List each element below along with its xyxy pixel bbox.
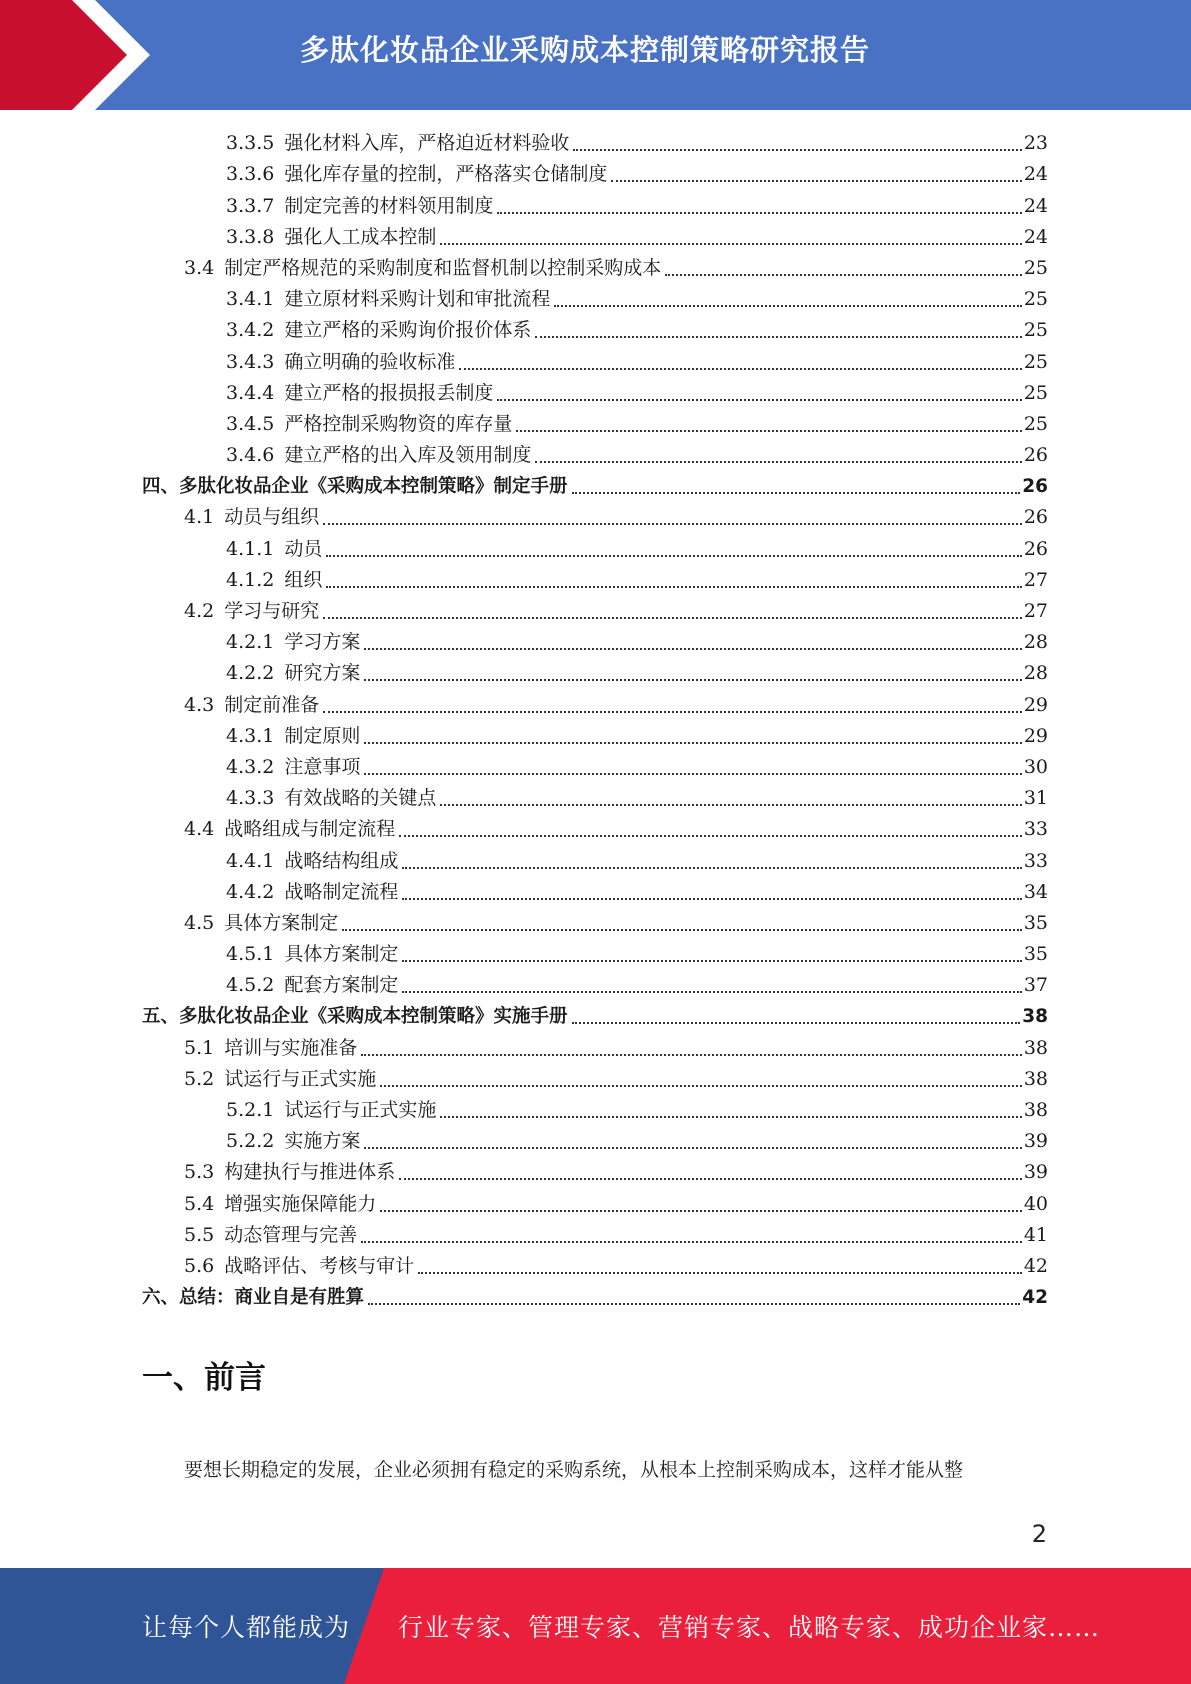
toc-dot-leader [361, 1241, 1022, 1243]
toc-entry[interactable] [142, 284, 1048, 315]
toc-entry-number: 4.4.2 [226, 880, 275, 903]
toc-entry-page: 27 [1023, 600, 1048, 622]
toc-entry[interactable] [142, 908, 1048, 939]
toc-entry-number: 4.5 [184, 911, 215, 934]
toc-entry[interactable] [142, 159, 1048, 190]
toc-dot-leader [554, 305, 1021, 307]
toc-entry-number: 5.2.2 [226, 1130, 275, 1153]
toc-entry-number: 5.2.1 [226, 1099, 275, 1121]
toc-dot-leader [364, 742, 1021, 744]
toc-entry-number: 3.3.7 [226, 194, 275, 217]
report-title: 多肽化妆品企业采购成本控制策略研究报告 [300, 33, 871, 67]
toc-entry-title: 具体方案制定 [284, 943, 399, 966]
toc-entry-page: 38 [1023, 1036, 1048, 1059]
toc-entry-page: 25 [1023, 288, 1048, 311]
toc-entry-title: 组织 [284, 568, 323, 591]
toc-entry-number: 4.2.1 [226, 631, 275, 654]
toc-entry-title: 五、多肽化妆品企业《采购成本控制策略》实施手册 [142, 1006, 568, 1028]
toc-entry-page: 33 [1023, 849, 1048, 872]
toc-entry-title: 动员与组织 [224, 506, 320, 529]
toc-entry-number: 5.3 [184, 1161, 215, 1184]
toc-entry-page: 42 [1023, 1254, 1048, 1277]
toc-entry-page: 42 [1022, 1287, 1048, 1309]
toc-entry-title: 具体方案制定 [224, 911, 339, 934]
toc-dot-leader [440, 243, 1021, 245]
toc-entry-number: 3.4.4 [226, 381, 275, 404]
toc-entry-title: 制定严格规范的采购制度和监督机制以控制采购成本 [224, 256, 662, 279]
toc-entry-page: 38 [1023, 1099, 1048, 1121]
toc-entry-page: 27 [1023, 568, 1048, 591]
toc-entry-number: 4.3.3 [226, 787, 275, 810]
toc-entry-title: 制定前准备 [224, 693, 320, 716]
toc-entry-number: 5.1 [184, 1036, 215, 1059]
toc-dot-leader [665, 274, 1022, 276]
toc-dot-leader [402, 991, 1021, 993]
toc-entry-page: 23 [1023, 132, 1048, 155]
toc-entry-page: 41 [1023, 1223, 1048, 1246]
toc-entry-title: 研究方案 [284, 662, 361, 685]
toc-entry[interactable] [142, 783, 1048, 814]
toc-entry-page: 25 [1023, 319, 1048, 342]
toc-dot-leader [323, 617, 1022, 619]
toc-dot-leader [361, 1054, 1022, 1056]
section-heading: 一、前言 [142, 1360, 266, 1396]
toc-entry-title: 建立严格的出入库及领用制度 [284, 444, 532, 467]
toc-entry[interactable] [142, 565, 1048, 596]
toc-entry[interactable] [142, 1095, 1048, 1126]
toc-entry-title: 战略组成与制定流程 [224, 818, 396, 841]
toc-entry-title: 六、总结：商业自是有胜算 [142, 1287, 365, 1309]
toc-dot-leader [323, 711, 1022, 713]
toc-entry-page: 29 [1023, 724, 1048, 747]
toc-entry-number: 5.2 [184, 1067, 215, 1090]
toc-entry-title: 四、多肽化妆品企业《采购成本控制策略》制定手册 [142, 476, 568, 498]
toc-entry-title: 强化人工成本控制 [284, 225, 437, 248]
toc-entry[interactable] [142, 845, 1048, 876]
toc-dot-leader [497, 212, 1021, 214]
toc-entry-title: 建立严格的报损报丢制度 [284, 381, 494, 404]
toc-entry-page: 25 [1023, 350, 1048, 373]
toc-dot-leader [516, 430, 1021, 432]
toc-entry-title: 学习与研究 [224, 600, 320, 622]
toc-entry[interactable] [142, 471, 1048, 502]
toc-entry[interactable] [142, 658, 1048, 689]
toc-entry-number: 4.3 [184, 693, 215, 716]
toc-entry-title: 建立原材料采购计划和审批流程 [284, 288, 551, 311]
toc-entry-title: 培训与实施准备 [224, 1036, 358, 1059]
toc-dot-leader [440, 804, 1021, 806]
toc-entry-number: 3.3.5 [226, 132, 275, 155]
toc-entry-page: 38 [1022, 1006, 1048, 1028]
toc-entry[interactable] [142, 253, 1048, 284]
toc-entry-page: 38 [1023, 1067, 1048, 1090]
toc-entry-page: 25 [1023, 412, 1048, 435]
toc-entry-title: 构建执行与推进体系 [224, 1161, 396, 1184]
toc-entry-page: 35 [1023, 943, 1048, 966]
toc-dot-leader [380, 1210, 1022, 1212]
toc-entry-page: 26 [1022, 476, 1048, 498]
toc-entry-page: 24 [1023, 194, 1048, 217]
toc-entry[interactable] [142, 533, 1048, 564]
toc-entry-title: 确立明确的验收标准 [284, 350, 456, 373]
toc-entry-title: 战略制定流程 [284, 880, 399, 903]
toc-entry[interactable] [142, 1220, 1048, 1251]
toc-entry-number: 3.4.6 [226, 444, 275, 467]
toc-entry-number: 4.1.1 [226, 537, 275, 560]
toc-entry-number: 3.4.5 [226, 412, 275, 435]
toc-dot-leader [497, 399, 1021, 401]
toc-dot-leader [364, 1147, 1021, 1149]
toc-entry-title: 动员 [284, 537, 323, 560]
toc-dot-leader [402, 960, 1021, 962]
toc-entry[interactable] [142, 128, 1048, 159]
toc-entry[interactable] [142, 378, 1048, 409]
toc-dot-leader [611, 180, 1021, 182]
toc-entry-title: 强化库存量的控制，严格落实仓储制度 [284, 163, 608, 186]
toc-entry-number: 4.1.2 [226, 568, 275, 591]
toc-entry[interactable] [142, 1157, 1048, 1188]
footer-slogan-left: 让每个人都能成为 [142, 1613, 351, 1642]
toc-entry[interactable] [142, 440, 1048, 471]
chevron-arrow-icon [0, 0, 160, 110]
toc-entry-number: 4.2 [184, 600, 215, 622]
toc-dot-leader [326, 555, 1021, 557]
toc-entry[interactable] [142, 409, 1048, 440]
body-paragraph: 要想长期稳定的发展，企业必须拥有稳定的采购系统，从根本上控制采购成本，这样才能从整 [184, 1459, 964, 1481]
toc-entry-page: 28 [1023, 662, 1048, 685]
toc-entry-page: 37 [1023, 974, 1048, 997]
toc-dot-leader [402, 867, 1021, 869]
toc-entry-number: 4.5.1 [226, 943, 275, 966]
toc-entry-page: 35 [1023, 911, 1048, 934]
toc-entry-title: 实施方案 [284, 1130, 361, 1153]
toc-dot-leader [364, 648, 1021, 650]
table-of-contents [142, 128, 1048, 1313]
toc-entry[interactable] [142, 190, 1048, 221]
toc-entry[interactable] [142, 1188, 1048, 1219]
toc-entry[interactable] [142, 689, 1048, 720]
toc-entry-title: 试运行与正式实施 [224, 1067, 377, 1090]
toc-entry-title: 战略结构组成 [284, 849, 399, 872]
toc-entry-number: 4.1 [184, 506, 215, 529]
toc-entry-title: 动态管理与完善 [224, 1223, 358, 1246]
toc-dot-leader [380, 1085, 1022, 1087]
toc-entry-title: 学习方案 [284, 631, 361, 654]
toc-entry-page: 26 [1023, 537, 1048, 560]
toc-entry-title: 严格控制采购物资的库存量 [284, 412, 513, 435]
toc-dot-leader [368, 1303, 1020, 1305]
page-number: 2 [1031, 1520, 1047, 1548]
page-header [0, 0, 1191, 110]
toc-dot-leader [572, 1022, 1021, 1024]
toc-entry-title: 强化材料入库，严格迫近材料验收 [284, 132, 570, 155]
toc-entry-title: 制定完善的材料领用制度 [284, 194, 494, 217]
toc-entry[interactable] [142, 877, 1048, 908]
toc-entry-title: 配套方案制定 [284, 974, 399, 997]
toc-dot-leader [402, 898, 1021, 900]
toc-dot-leader [399, 835, 1022, 837]
toc-entry[interactable] [142, 1282, 1048, 1313]
toc-entry-title: 制定原则 [284, 724, 361, 747]
toc-entry-page: 39 [1023, 1161, 1048, 1184]
toc-dot-leader [342, 929, 1022, 931]
toc-entry-number: 5.5 [184, 1223, 215, 1246]
toc-entry-number: 4.4.1 [226, 849, 275, 872]
toc-dot-leader [440, 1116, 1021, 1118]
toc-dot-leader [535, 336, 1021, 338]
toc-entry-page: 39 [1023, 1130, 1048, 1153]
toc-dot-leader [572, 492, 1021, 494]
toc-entry[interactable] [142, 939, 1048, 970]
toc-entry[interactable] [142, 627, 1048, 658]
toc-entry[interactable] [142, 222, 1048, 253]
toc-entry-number: 3.4.1 [226, 288, 275, 311]
page-footer [0, 1568, 1191, 1684]
toc-entry[interactable] [142, 346, 1048, 377]
toc-entry-page: 29 [1023, 693, 1048, 716]
toc-entry[interactable] [142, 814, 1048, 845]
toc-dot-leader [326, 586, 1021, 588]
toc-entry-number: 5.4 [184, 1192, 215, 1215]
toc-entry-number: 4.3.1 [226, 724, 275, 747]
toc-entry-number: 4.2.2 [226, 662, 275, 685]
toc-dot-leader [323, 523, 1022, 525]
toc-entry[interactable] [142, 1001, 1048, 1032]
toc-entry[interactable] [142, 596, 1048, 627]
toc-entry-number: 4.3.2 [226, 755, 275, 778]
toc-entry[interactable] [142, 502, 1048, 533]
toc-dot-leader [459, 368, 1021, 370]
toc-entry-title: 注意事项 [284, 755, 361, 778]
toc-entry-title: 战略评估、考核与审计 [224, 1254, 415, 1277]
toc-entry[interactable] [142, 1032, 1048, 1063]
toc-entry-title: 增强实施保障能力 [224, 1192, 377, 1215]
toc-entry-page: 25 [1023, 381, 1048, 404]
toc-entry-number: 3.4 [184, 256, 215, 279]
toc-entry-page: 26 [1023, 444, 1048, 467]
toc-entry-title: 建立严格的采购询价报价体系 [284, 319, 532, 342]
toc-entry-title: 试运行与正式实施 [284, 1099, 437, 1121]
toc-entry-number: 5.6 [184, 1254, 215, 1277]
toc-entry-title: 有效战略的关键点 [284, 787, 437, 810]
toc-entry-page: 31 [1023, 787, 1048, 810]
toc-entry-number: 3.4.2 [226, 319, 275, 342]
toc-entry[interactable] [142, 721, 1048, 752]
toc-dot-leader [364, 679, 1021, 681]
toc-entry[interactable] [142, 315, 1048, 346]
toc-entry-page: 30 [1023, 755, 1048, 778]
toc-entry[interactable] [142, 1251, 1048, 1282]
toc-dot-leader [535, 461, 1021, 463]
toc-entry[interactable] [142, 1064, 1048, 1095]
toc-entry[interactable] [142, 1126, 1048, 1157]
toc-entry[interactable] [142, 752, 1048, 783]
toc-entry-page: 33 [1023, 818, 1048, 841]
toc-entry-number: 3.3.8 [226, 225, 275, 248]
toc-dot-leader [573, 149, 1021, 151]
toc-dot-leader [364, 773, 1021, 775]
toc-entry-page: 24 [1023, 163, 1048, 186]
toc-entry-number: 3.4.3 [226, 350, 275, 373]
toc-entry-page: 26 [1023, 506, 1048, 529]
toc-dot-leader [418, 1272, 1022, 1274]
toc-entry-page: 25 [1023, 256, 1048, 279]
toc-entry-page: 24 [1023, 225, 1048, 248]
toc-entry-number: 4.4 [184, 818, 215, 841]
toc-entry-number: 4.5.2 [226, 974, 275, 997]
toc-entry-page: 40 [1023, 1192, 1048, 1215]
footer-slogan-right: 行业专家、管理专家、营销专家、战略专家、成功企业家…… [398, 1613, 1101, 1642]
toc-dot-leader [399, 1178, 1022, 1180]
toc-entry-number: 3.3.6 [226, 163, 275, 186]
toc-entry-page: 34 [1023, 880, 1048, 903]
toc-entry-page: 28 [1023, 631, 1048, 654]
toc-entry[interactable] [142, 970, 1048, 1001]
